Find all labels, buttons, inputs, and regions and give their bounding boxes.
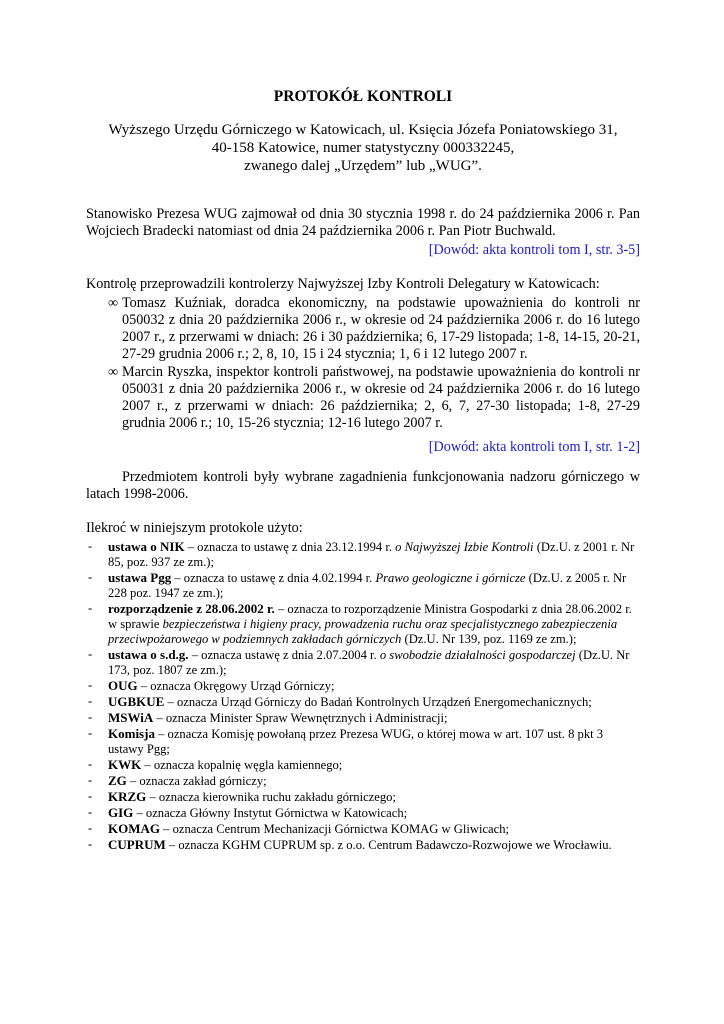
dash-bullet: -	[88, 710, 93, 724]
definition-item	[86, 805, 640, 821]
definition-title-italic: o Najwyższej Izbie Kontroli	[395, 540, 534, 554]
subtitle-line: zwanego dalej „Urzędem” lub „WUG”.	[244, 158, 482, 174]
evidence-note: [Dowód: akta kontroli tom I, str. 1-2]	[428, 439, 640, 455]
dash-bullet: -	[88, 539, 93, 553]
dash-bullet: -	[88, 694, 93, 708]
subtitle-line: 40-158 Katowice, numer statystyczny 000332245,	[211, 140, 515, 156]
definition-term: ustawa o NIK	[108, 539, 185, 554]
subject-paragraph: Przedmiotem kontroli były wybrane zagadnienia funkcjonowania nadzoru górniczego w latach 1998-2006.	[86, 469, 640, 502]
definition-term: ustawa Pgg	[108, 570, 172, 585]
definition-item	[86, 678, 640, 694]
definition-term: Komisja	[108, 726, 155, 741]
definition-term: ustawa o s.d.g.	[108, 647, 189, 662]
definition-item	[86, 821, 640, 837]
definition-text: – oznacza kopalnię węgla kamiennego;	[141, 758, 343, 772]
definition-term: OUG	[108, 678, 138, 693]
definition-text: – oznacza to rozporządzenie Ministra Gospodarki z dnia 28.06.2002 r. w sprawie	[108, 602, 632, 631]
definition-citation: (Dz.U. z 2001 r. Nr 85, poz. 937 ze zm.);	[108, 540, 635, 569]
definition-text: – oznacza zakład górniczy;	[126, 774, 267, 788]
definition-item	[86, 710, 640, 726]
definition-item	[86, 726, 640, 757]
definition-item	[86, 694, 640, 710]
definition-term: KOMAG	[108, 821, 160, 836]
definition-text: – oznacza ustawę z dnia 2.07.2004 r.	[188, 648, 380, 662]
definition-citation: (Dz.U. Nr 139, poz. 1169 ze zm.);	[401, 632, 577, 646]
dash-bullet: -	[88, 821, 93, 835]
definition-text: – oznacza KGHM CUPRUM sp. z o.o. Centrum Badawczo-Rozwojowe we Wrocławiu.	[165, 838, 612, 852]
dash-bullet: -	[88, 726, 93, 740]
definition-term: UGBKUE	[108, 694, 165, 709]
subtitle-line: Wyższego Urzędu Górniczego w Katowicach, ul. Księcia Józefa Poniatowskiego 31,	[108, 122, 618, 138]
definition-item	[86, 789, 640, 805]
document-subtitle	[86, 121, 640, 175]
document-page	[86, 88, 640, 853]
president-paragraph: Stanowisko Prezesa WUG zajmował od dnia 30 stycznia 1998 r. do 24 października 2006 r. Pan Wojciech Bradecki natomiast od dnia 24 października 2006 r. Pan Piotr Buchwald.	[86, 206, 640, 239]
definition-item	[86, 757, 640, 773]
definition-citation: (Dz.U. Nr 173, poz. 1807 ze zm.);	[108, 648, 630, 677]
definition-text: – oznacza Centrum Mechanizacji Górnictwa KOMAG w Gliwicach;	[160, 822, 510, 836]
definition-text: – oznacza Komisję powołaną przez Prezesa WUG, o której mowa w art. 107 ust. 8 pkt 3 ustawy Pgg;	[108, 727, 604, 756]
definition-text: – oznacza Główny Instytut Górnictwa w Katowicach;	[133, 806, 408, 820]
controllers-intro: Kontrolę przeprowadzili kontrolerzy Najwyższej Izby Kontroli Delegatury w Katowicach:	[86, 276, 600, 292]
definition-text: – oznacza Okręgowy Urząd Górniczy;	[137, 679, 335, 693]
definition-title-italic: Prawo geologiczne i górnicze	[375, 571, 526, 585]
bullet-icon: ∞	[108, 295, 119, 311]
dash-bullet: -	[88, 837, 93, 851]
dash-bullet: -	[88, 678, 93, 692]
definitions-intro: Ilekroć w niniejszym protokole użyto:	[86, 520, 303, 536]
definition-term: ZG	[108, 773, 127, 788]
dash-bullet: -	[88, 601, 93, 615]
definition-item	[86, 773, 640, 789]
definition-item	[86, 539, 640, 570]
definition-item	[86, 647, 640, 678]
definition-item	[86, 601, 640, 647]
definition-text: – oznacza kierownika ruchu zakładu górniczego;	[146, 790, 396, 804]
dash-bullet: -	[88, 805, 93, 819]
dash-bullet: -	[88, 773, 93, 787]
definition-term: GIG	[108, 805, 134, 820]
definition-text: – oznacza Minister Spraw Wewnętrznych i Administracji;	[153, 711, 448, 725]
definition-text: – oznacza Urząd Górniczy do Badań Kontrolnych Urządzeń Energomechanicznych;	[164, 695, 592, 709]
definition-citation: (Dz.U. z 2005 r. Nr 228 poz. 1947 ze zm.);	[108, 571, 627, 600]
definition-term: KRZG	[108, 789, 147, 804]
definition-term: KWK	[108, 757, 142, 772]
definition-title-italic: o swobodzie działalności gospodarczej	[379, 648, 576, 662]
document-title: PROTOKÓŁ KONTROLI	[273, 88, 453, 105]
list-item	[86, 295, 640, 363]
dash-bullet: -	[88, 789, 93, 803]
definition-text: – oznacza to ustawę z dnia 23.12.1994 r.	[184, 540, 396, 554]
bullet-icon: ∞	[108, 364, 119, 380]
definition-item	[86, 837, 640, 853]
controller-text: Tomasz Kuźniak, doradca ekonomiczny, na podstawie upoważnienia do kontroli nr 050032 z dnia 20 października 2006 r., w okresie od 24 października 2006 r. do 16 lutego 2007 r., z przerwami w dniach: 26 i 30 października; 6, 17-29 listopada; 1-8, 14-15, 20-21, 27-29 grudnia 2006 r.; 2, 8, 10, 15 i 24 stycznia; 1, 6 i 12 lutego 2007 r.	[122, 295, 640, 362]
dash-bullet: -	[88, 757, 93, 771]
definition-term: CUPRUM	[108, 837, 166, 852]
controller-text: Marcin Ryszka, inspektor kontroli państwowej, na podstawie upoważnienia do kontroli nr 050031 z dnia 20 października 2006 r., w okresie od 24 października 2006 r. do 16 lutego 2007 r., z przerwami w dniach: 26 października; 2, 6, 7, 27-30 listopada; 1-8, 27-29 grudnia 2006 r.; 10, 15-26 stycznia; 12-16 lutego 2007 r.	[122, 364, 640, 431]
dash-bullet: -	[88, 647, 93, 661]
definition-title-italic: bezpieczeństwa i higieny pracy, prowadzenia ruchu oraz specjalistycznego zabezpieczenia przeciwpożarowego w podziemnych zakładach górniczych	[108, 617, 618, 646]
definition-item	[86, 570, 640, 601]
definitions-list	[86, 539, 640, 853]
list-item	[86, 364, 640, 432]
evidence-note: [Dowód: akta kontroli tom I, str. 3-5]	[428, 242, 640, 258]
definition-term: MSWiA	[108, 710, 154, 725]
definition-term: rozporządzenie z 28.06.2002 r.	[108, 601, 275, 616]
definition-text: – oznacza to ustawę z dnia 4.02.1994 r.	[171, 571, 376, 585]
dash-bullet: -	[88, 570, 93, 584]
